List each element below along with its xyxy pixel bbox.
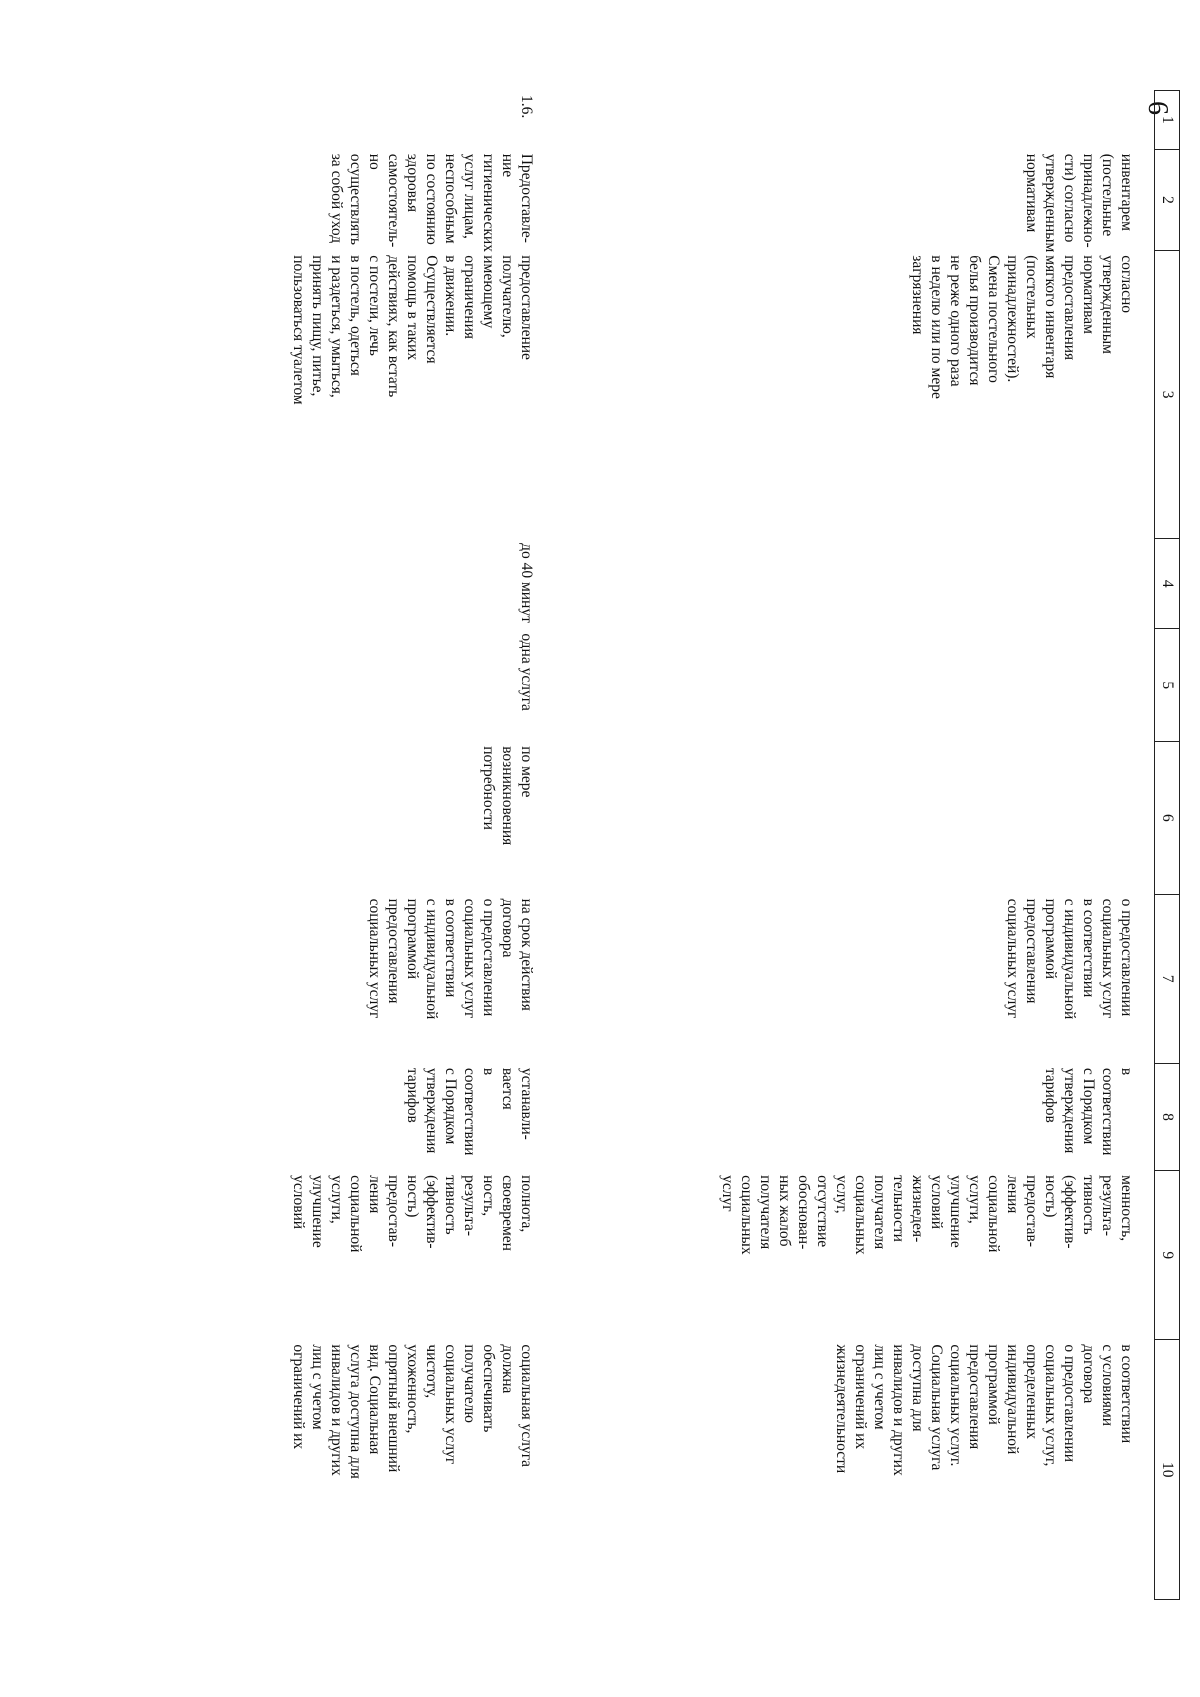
row2-unit: одна услуга	[518, 633, 535, 711]
header-col-2: 2	[1155, 149, 1180, 251]
row2-term: на срок действия договора о предоставлении социальных услуг в соответствии с индивидуальной программой предоставления социальных услуг	[366, 898, 535, 1020]
row1-duration	[540, 539, 1140, 629]
row2-duration: до 40 минут	[518, 543, 535, 623]
header-col-5: 5	[1155, 629, 1180, 742]
header-col-10: 10	[1155, 1340, 1180, 1600]
row2-service-name: Предоставле- ние гигиенических услуг лицам, неспособным по состоянию здоровья самостоятель- но осуществлять за собой уход	[328, 153, 535, 252]
row2-quality-indicators: полнота, своевремен ность, результа- тивность (эффектив- ность) предостав- ления социальной услуги, улучшение условий	[290, 1175, 535, 1253]
row1-quality-indicators: менность, результа- тивность (эффектив- ность) предостав- ления социальной услуги, улучшение условий жизнедея- тельности получателя социальных услуг, отсутствие обоснован- ных жалоб получателя социальных услуг	[719, 1175, 1135, 1255]
row2-conditions: социальная услуга должна обеспечивать получателю социальных услуг чистоту, ухоженность, опрятный внешний вид. Социальная услуга доступна для инвалидов и других лиц с учетом ограничений их	[290, 1344, 535, 1479]
services-table	[285, 90, 1180, 1600]
row1-description: согласно утвержденным нормативам предоставления мягкого инвентаря (постельных принадлежностей). Смена постельного белья производится не реже одного раза в неделю или по мере загрязнения	[909, 255, 1135, 399]
row2-frequency: по мере возникновения потребности	[480, 746, 535, 846]
header-col-6: 6	[1155, 742, 1180, 894]
row2-number: 1.6.	[518, 95, 535, 119]
table-row	[285, 91, 540, 1600]
row2-description: предоставление получателю, имеющему ограничения в движении. Осуществляется помощь в таких действиях, как встать с постели, лечь в постель, одеться и раздеться, умыться, принять пищу, питье, пользоваться туалетом	[290, 255, 535, 405]
header-col-8: 8	[1155, 1063, 1180, 1170]
header-col-9: 9	[1155, 1171, 1180, 1340]
header-row	[1155, 91, 1180, 1600]
row1-tariff: в соответствии с Порядком утверждения тарифов	[1042, 1067, 1135, 1156]
table-row	[540, 91, 1140, 1600]
row2-tariff: устанавли- вается в соответствии с Порядком утверждения тарифов	[404, 1067, 535, 1156]
header-col-4: 4	[1155, 539, 1180, 629]
page-number: 6	[1142, 101, 1173, 115]
rotated-table-container	[210, 90, 1180, 1600]
header-col-1: 1	[1155, 91, 1180, 150]
row1-frequency	[540, 742, 1140, 894]
row1-unit	[540, 629, 1140, 742]
row1-term: о предоставлении социальных услуг в соответствии с индивидуальной программой предоставления социальных услуг	[1004, 898, 1135, 1020]
header-col-3: 3	[1155, 251, 1180, 539]
header-col-7: 7	[1155, 894, 1180, 1063]
row1-number	[540, 91, 1140, 150]
row1-service-name: инвентарем (постельные принадлежно- сти) согласно утвержденным нормативам	[1023, 153, 1135, 253]
row1-conditions: в соответствии с условиями договора о предоставлении социальных услуг, определенных индивидуальной программой предоставления социальных услуг. Социальная услуга доступна для инвалидов и других лиц с учетом ограничений их жизнедеятельности	[833, 1344, 1135, 1476]
